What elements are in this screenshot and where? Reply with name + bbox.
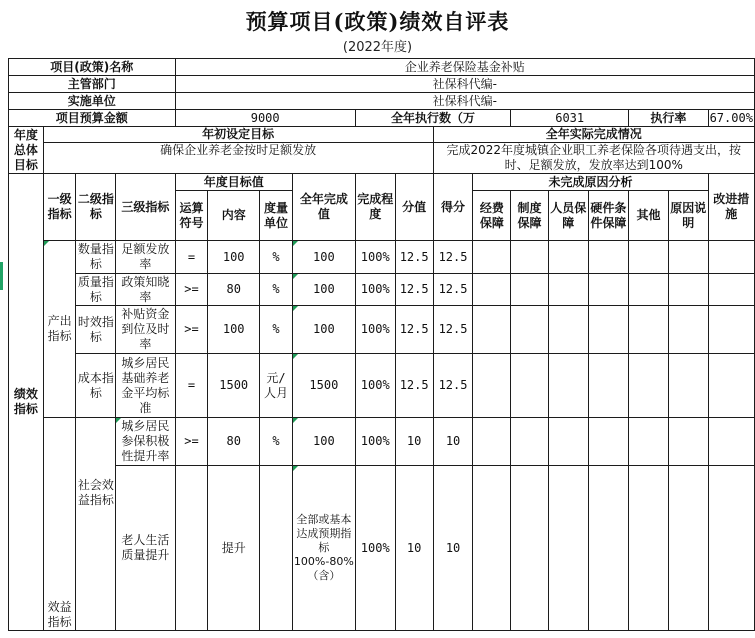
header-got: 得分 [433,174,473,241]
actual-completion-header: 全年实际完成情况 [433,127,754,143]
row-level2: 成本指标 [76,354,116,418]
header-reason: 未完成原因分析 [473,174,708,191]
cell-empty[interactable] [473,418,511,466]
annual-goal-label: 年度总体目标 [9,127,44,174]
row-actual[interactable]: 100 [292,241,355,274]
cell-empty[interactable] [668,274,708,306]
exec-value[interactable]: 6031 [511,110,629,127]
cell-empty[interactable] [548,354,588,418]
group-output: 产出指标 [43,241,76,418]
row-op[interactable]: >= [175,274,208,306]
header-level2: 二级指标 [76,174,116,241]
row-unit[interactable] [260,466,293,631]
row-budget [9,110,755,127]
row-content[interactable]: 提升 [208,466,260,631]
cell-empty[interactable] [629,418,669,466]
cell-empty[interactable] [668,241,708,274]
table-row [9,306,755,354]
exec-label: 全年执行数（万 [355,110,510,127]
cell-empty[interactable] [629,274,669,306]
cell-empty[interactable] [473,466,511,631]
row-score[interactable]: 12.5 [395,274,433,306]
cell-empty[interactable] [629,241,669,274]
row-selection-marker [0,262,3,290]
cell-empty[interactable] [588,418,629,466]
row-op[interactable]: = [175,354,208,418]
row-degree[interactable]: 100% [355,241,395,274]
cell-empty[interactable] [548,274,588,306]
row-got[interactable]: 12.5 [433,354,473,418]
header-content: 内容 [208,191,260,241]
table-row [9,354,755,418]
cell-empty[interactable] [511,418,549,466]
row-unit[interactable]: % [260,241,293,274]
cell-empty[interactable] [668,466,708,631]
header-unit: 度量单位 [260,191,293,241]
row-level2: 社会效益指标 [76,418,116,631]
row-unit[interactable]: % [260,274,293,306]
row-actual[interactable]: 1500 [292,354,355,418]
row-degree[interactable]: 100% [355,354,395,418]
cell-empty[interactable] [473,306,511,354]
row-got[interactable]: 12.5 [433,274,473,306]
dept-label: 主管部门 [9,76,176,93]
row-got[interactable]: 12.5 [433,306,473,354]
row-level2: 数量指标 [76,241,116,274]
cell-empty[interactable] [588,274,629,306]
cell-empty[interactable] [708,466,754,631]
row-degree[interactable]: 100% [355,306,395,354]
row-got[interactable]: 12.5 [433,241,473,274]
row-project-name [9,59,755,76]
project-name-value[interactable]: 企业养老保险基金补贴 [175,59,754,76]
cell-empty[interactable] [668,418,708,466]
cell-empty[interactable] [511,274,549,306]
cell-empty[interactable] [708,418,754,466]
row-level3: 足额发放率 [116,241,175,274]
row-unit[interactable]: 元/人月 [260,354,293,418]
header-reason-other: 其他 [629,191,669,241]
table-row [9,274,755,306]
row-actual[interactable]: 全部或基本达成预期指标100%-80%（含） [292,466,355,631]
rate-value[interactable]: 67.00% [709,110,753,125]
row-score[interactable]: 12.5 [395,354,433,418]
cell-empty[interactable] [511,306,549,354]
header-improve: 改进措施 [708,174,754,241]
header-actual: 全年完成值 [292,174,355,241]
unit-value[interactable]: 社保科代编- [175,93,754,110]
row-dept [9,76,755,93]
row-level3: 老人生活质量提升 [116,466,175,631]
header-op: 运算符号 [175,191,208,241]
row-content[interactable]: 80 [208,274,260,306]
row-score[interactable]: 12.5 [395,241,433,274]
row-unit[interactable]: % [260,418,293,466]
cell-empty[interactable] [548,241,588,274]
cell-empty[interactable] [548,466,588,631]
row-score[interactable]: 10 [395,466,433,631]
row-content[interactable]: 1500 [208,354,260,418]
cell-empty[interactable] [548,418,588,466]
row-level2: 质量指标 [77,274,114,304]
row-level3: 政策知晓率 [116,274,175,306]
row-goal-headers [9,127,755,143]
row-unit[interactable]: % [260,306,293,354]
cell-empty[interactable] [588,354,629,418]
row-content[interactable]: 100 [208,306,260,354]
actual-completion-text[interactable]: 完成2022年度城镇企业职工养老保险各项待遇支出，按时、足额发放，发放率达到100% [433,143,754,174]
row-actual[interactable]: 100 [292,418,355,466]
row-actual[interactable]: 100 [292,274,355,306]
cell-empty[interactable] [708,354,754,418]
header-level3: 三级指标 [116,174,175,241]
cell-empty[interactable] [473,354,511,418]
page-title: 预算项目(政策)绩效自评表 [245,9,510,34]
row-score[interactable]: 12.5 [395,306,433,354]
row-degree[interactable]: 100% [355,418,395,466]
unit-label: 实施单位 [9,93,176,110]
row-content[interactable]: 100 [208,241,260,274]
table-row [9,466,755,631]
row-actual[interactable]: 100 [292,306,355,354]
header-reason-hardware: 硬件条件保障 [588,191,629,241]
header-score: 分值 [395,174,433,241]
row-got[interactable]: 10 [433,466,473,631]
page-subtitle: (2022年度) [342,40,413,55]
row-op[interactable]: = [175,241,208,274]
row-content[interactable]: 80 [208,418,260,466]
budget-label: 项目预算金额 [9,110,176,127]
dept-value[interactable]: 社保科代编- [175,76,754,93]
project-name-label: 项目(政策)名称 [9,59,176,76]
row-level3: 补贴资金到位及时率 [116,306,175,354]
cell-empty[interactable] [668,354,708,418]
evaluation-table [8,58,755,631]
cell-empty[interactable] [511,241,549,274]
row-op[interactable]: >= [175,306,208,354]
cell-empty[interactable] [511,354,549,418]
header-degree: 完成程度 [355,174,395,241]
row-unit [9,93,755,110]
row-goal-text [9,143,755,174]
header-target: 年度目标值 [175,174,292,191]
cell-empty[interactable] [629,306,669,354]
initial-goal-header: 年初设定目标 [43,127,433,143]
row-degree[interactable]: 100% [355,274,395,306]
perf-indicator-label: 绩效指标 [9,174,44,631]
cell-empty[interactable] [588,241,629,274]
header-reason-funding: 经费保障 [473,191,511,241]
initial-goal-text[interactable]: 确保企业养老金按时足额发放 [43,143,433,174]
cell-empty[interactable] [629,466,669,631]
cell-empty[interactable] [588,466,629,631]
cell-empty[interactable] [629,354,669,418]
rate-label: 执行率 [629,110,708,127]
cell-empty[interactable] [668,306,708,354]
header-reason-system: 制度保障 [511,191,549,241]
header-reason-explain: 原因说明 [668,191,708,241]
row-got[interactable]: 10 [433,418,473,466]
row-score[interactable]: 10 [395,418,433,466]
header-reason-staff: 人员保障 [548,191,588,241]
cell-empty[interactable] [548,306,588,354]
cell-empty[interactable] [708,274,754,306]
row-header-1 [9,174,755,191]
table-row [9,241,755,274]
row-level3: 城乡居民基础养老金平均标准 [116,354,175,418]
row-op[interactable] [175,466,208,631]
header-level1: 一级指标 [43,174,76,241]
budget-value[interactable]: 9000 [175,110,355,127]
cell-empty[interactable] [473,241,511,274]
row-level3: 城乡居民参保积极性提升率 [116,418,175,466]
row-op[interactable]: >= [175,418,208,466]
cell-empty[interactable] [708,306,754,354]
cell-empty[interactable] [588,306,629,354]
cell-empty[interactable] [708,241,754,274]
cell-empty[interactable] [511,466,549,631]
row-degree[interactable]: 100% [355,466,395,631]
group-benefit: 效益指标 [43,418,76,631]
table-row [9,418,755,466]
row-level2: 时效指标 [76,306,116,354]
cell-empty[interactable] [473,274,511,306]
